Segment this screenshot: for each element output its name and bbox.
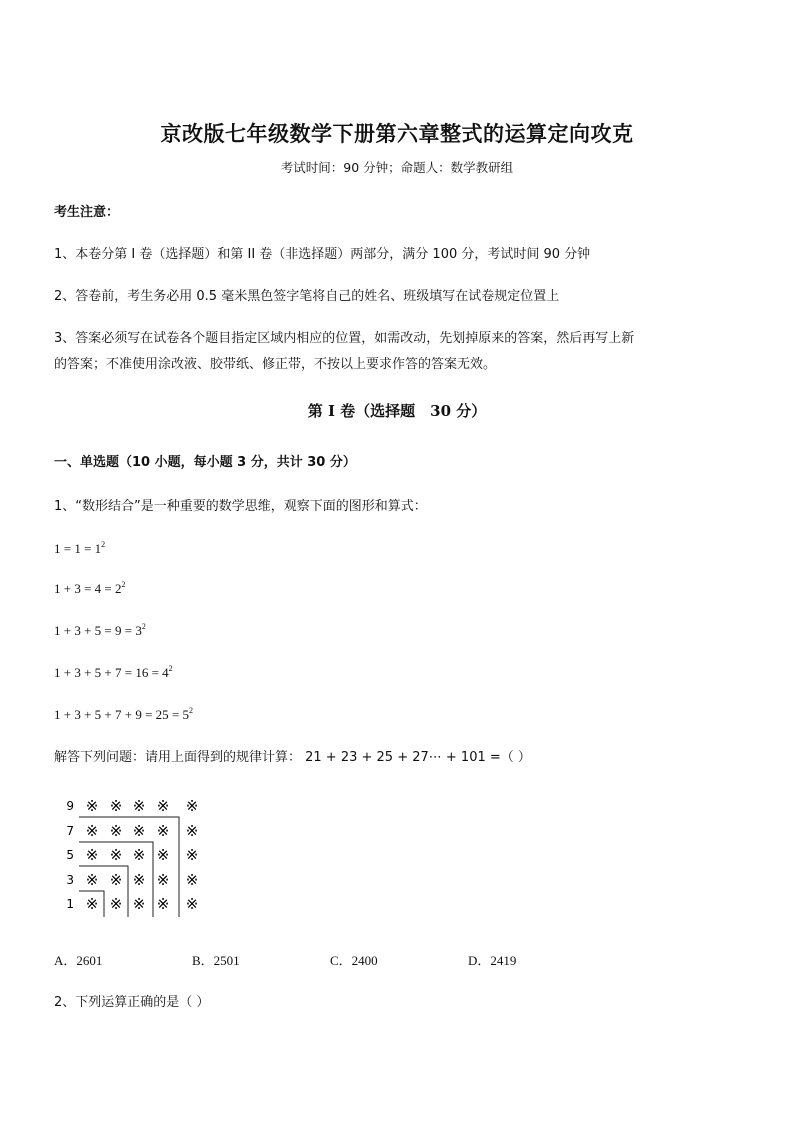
- figure-symbol: ※: [156, 822, 170, 840]
- equation-2: $1 + 3 = 4 = 2^2$: [54, 580, 126, 596]
- figure-symbol: ※: [109, 797, 123, 815]
- figure-row-label: 7: [66, 824, 74, 838]
- notice-item-3: 3、答案必须写在试卷各个题目指定区域内相应的位置，如需改动，先划掉原来的答案，然后再写上新: [54, 331, 635, 346]
- figure-symbol: ※: [132, 846, 146, 864]
- figure-symbol: ※: [185, 871, 199, 889]
- figure-symbol: ※: [185, 895, 199, 913]
- paper-title: 京改版七年级数学下册第六章整式的运算定向攻克: [160, 121, 634, 146]
- figure-symbol: ※: [185, 822, 199, 840]
- figure-symbol: ※: [156, 846, 170, 864]
- figure-symbol: ※: [109, 822, 123, 840]
- figure-symbol: ※: [185, 846, 199, 864]
- part-heading: 一、单选题（10 小题，每小题 3 分，共计 30 分）: [54, 455, 356, 470]
- figure-symbol: ※: [132, 895, 146, 913]
- figure-symbol: ※: [85, 895, 99, 913]
- figure-symbol: ※: [156, 797, 170, 815]
- choice-d[interactable]: D．2419: [468, 953, 517, 968]
- section-title: 第 I 卷（选择题 30 分）: [307, 402, 487, 420]
- figure-row-label: 1: [66, 897, 74, 911]
- figure-symbol: ※: [156, 871, 170, 889]
- question-2-stem: 2、下列运算正确的是（ ）: [54, 995, 210, 1010]
- equation-4: $1 + 3 + 5 + 7 = 16 = 4^2$: [54, 664, 173, 680]
- figure-symbol: ※: [185, 797, 199, 815]
- choice-c[interactable]: C．2400: [330, 953, 378, 968]
- question-1-prompt: 解答下列问题：请用上面得到的规律计算： 21 + 23 + 25 + 27⋯ + 101 =（ ）: [54, 750, 531, 765]
- figure-row-label: 3: [66, 873, 74, 887]
- notice-item-3-cont: 的答案；不准使用涂改液、胶带纸、修正带，不按以上要求作答的答案无效。: [54, 357, 497, 372]
- figure-symbol: ※: [109, 871, 123, 889]
- notice-item-2: 2、答卷前，考生务必用 0.5 毫米黑色签字笔将自己的姓名、班级填写在试卷规定位置上: [54, 289, 560, 304]
- equation-3: $1 + 3 + 5 = 9 = 3^2$: [54, 622, 146, 638]
- figure-symbol: ※: [85, 871, 99, 889]
- figure-symbol: ※: [85, 797, 99, 815]
- exam-info: 考试时间：90 分钟；命题人：数学教研组: [280, 160, 514, 175]
- notice-heading: 考生注意：: [54, 205, 120, 220]
- equation-1: $1 = 1 = 1^2$: [54, 540, 106, 556]
- choice-b[interactable]: B．2501: [192, 953, 240, 968]
- square-numbers-figure: [62, 793, 212, 918]
- equation-5: $1 + 3 + 5 + 7 + 9 = 25 = 5^2$: [54, 706, 193, 722]
- figure-symbol: ※: [109, 895, 123, 913]
- choice-a[interactable]: A．2601: [54, 953, 103, 968]
- figure-row-label: 5: [66, 848, 74, 862]
- figure-symbol: ※: [132, 871, 146, 889]
- figure-symbol: ※: [109, 846, 123, 864]
- figure-symbol: ※: [132, 822, 146, 840]
- figure-symbol: ※: [85, 846, 99, 864]
- figure-symbol: ※: [156, 895, 170, 913]
- figure-symbol: ※: [132, 797, 146, 815]
- question-1-stem: 1、“数形结合”是一种重要的数学思维，观察下面的图形和算式：: [54, 499, 427, 514]
- figure-row-label: 9: [66, 799, 74, 813]
- figure-symbol: ※: [85, 822, 99, 840]
- notice-item-1: 1、本卷分第 I 卷（选择题）和第 II 卷（非选择题）两部分，满分 100 分，考试时间 90 分钟: [54, 247, 591, 262]
